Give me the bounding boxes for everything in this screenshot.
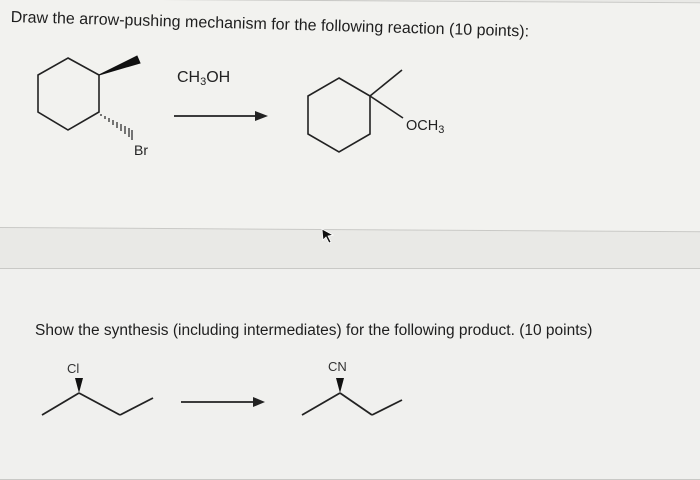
product-skeleton	[302, 393, 402, 415]
reactant-hash-bond	[101, 114, 132, 140]
product-quaternary-bonds	[370, 70, 403, 118]
starting-material-skeleton	[42, 393, 153, 415]
reactant-wedge-bond	[99, 56, 140, 75]
question-1-prompt: Draw the arrow-pushing mechanism for the following reaction (10 points):	[10, 9, 530, 41]
reaction-arrow-2-icon	[181, 397, 265, 407]
reagent-label: $CH_3OH$	[177, 69, 231, 88]
starting-material-wedge	[75, 378, 83, 393]
chloro-substituent-label: Cl	[67, 361, 80, 376]
product-methoxy-label: $OCH_3$	[406, 118, 445, 136]
leaving-group-label: Br	[134, 142, 148, 158]
product-wedge	[336, 378, 344, 393]
question-2-prompt: Show the synthesis (including intermediates) for the following product. (10 points)	[35, 322, 593, 339]
cyano-substituent-label: CN	[328, 359, 347, 374]
reaction-arrow-1-icon	[174, 111, 268, 121]
product-cyclohexane-ring	[308, 78, 370, 152]
reactant-cyclohexane-ring	[38, 58, 99, 130]
mouse-pointer-icon	[321, 228, 335, 244]
